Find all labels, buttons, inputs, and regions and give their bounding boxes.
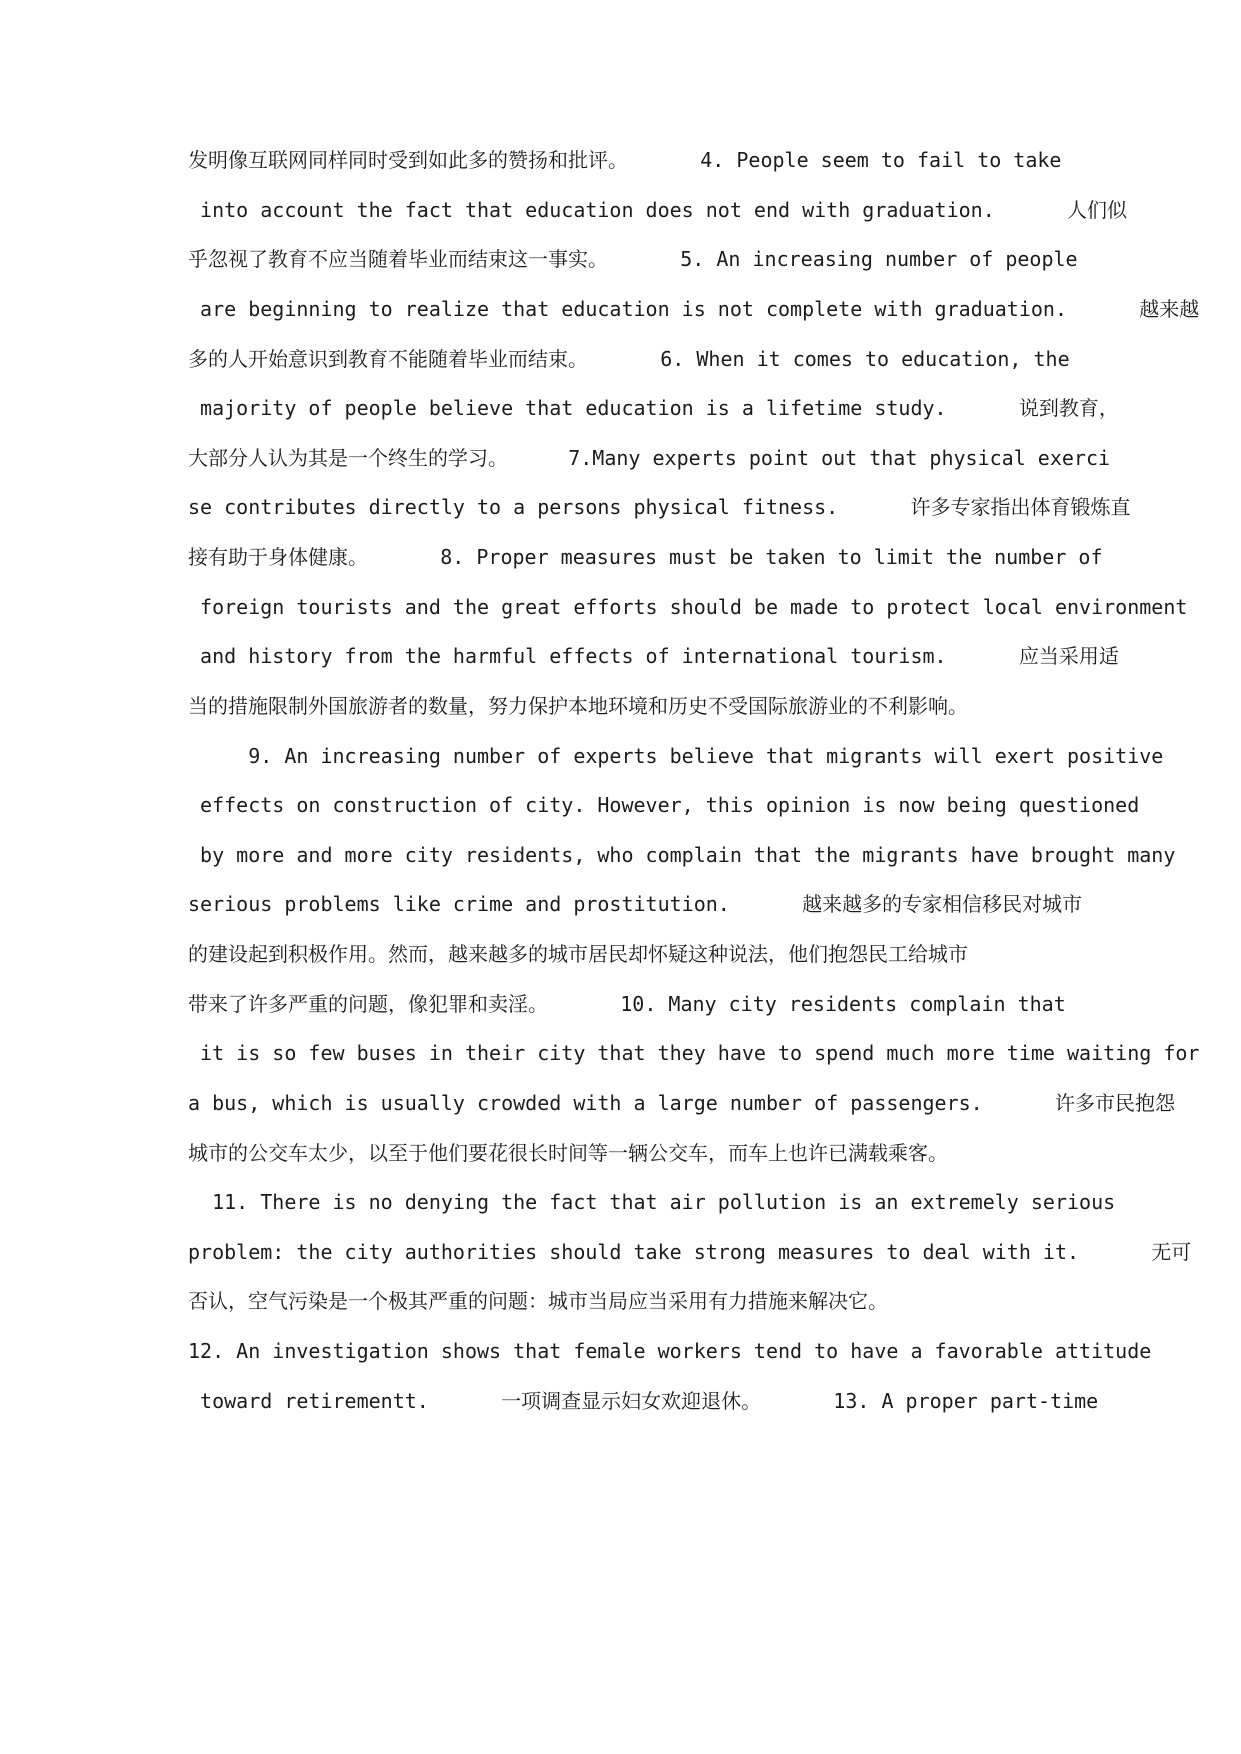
text-line: toward retirementt. 一项调查显示妇女欢迎退休。 13. A proper part-time	[188, 1389, 1099, 1413]
text-line: 11. There is no denying the fact that air pollution is an extremely serious	[188, 1190, 1116, 1214]
text-line: and history from the harmful effects of international tourism. 应当采用适	[188, 644, 1119, 668]
text-line: 多的人开始意识到教育不能随着毕业而结束。 6. When it comes to education, the	[188, 347, 1070, 371]
text-line: serious problems like crime and prostitution. 越来越多的专家相信移民对城市	[188, 892, 1083, 916]
text-line: problem: the city authorities should take strong measures to deal with it. 无可	[188, 1240, 1192, 1264]
text-line: 12. An investigation shows that female workers tend to have a favorable attitude	[188, 1339, 1152, 1363]
text-line: 当的措施限制外国旅游者的数量，努力保护本地环境和历史不受国际旅游业的不利影响。	[188, 694, 968, 718]
text-line: majority of people believe that education is a lifetime study. 说到教育，	[188, 396, 1119, 420]
text-line: into account the fact that education does not end with graduation. 人们似	[188, 198, 1127, 222]
text-line: 9. An increasing number of experts believe that migrants will exert positive	[188, 744, 1164, 768]
text-line: 乎忽视了教育不应当随着毕业而结束这一事实。 5. An increasing number of people	[188, 247, 1078, 271]
text-line: a bus, which is usually crowded with a large number of passengers. 许多市民抱怨	[188, 1091, 1175, 1115]
text-line: se contributes directly to a persons physical fitness. 许多专家指出体育锻炼直	[188, 495, 1131, 519]
text-line: 否认，空气污染是一个极其严重的问题：城市当局应当采用有力措施来解决它。	[188, 1289, 888, 1313]
text-line: it is so few buses in their city that they have to spend much more time waiting for	[188, 1041, 1200, 1065]
text-line: by more and more city residents, who complain that the migrants have brought many	[188, 843, 1176, 867]
text-line: foreign tourists and the great efforts should be made to protect local environment	[188, 595, 1188, 619]
text-line: 城市的公交车太少，以至于他们要花很长时间等一辆公交车，而车上也许已满载乘客。	[188, 1141, 948, 1165]
text-line: 接有助于身体健康。 8. Proper measures must be taken to limit the number of	[188, 545, 1103, 569]
text-line: are beginning to realize that education is not complete with graduation. 越来越	[188, 297, 1200, 321]
text-line: 带来了许多严重的问题，像犯罪和卖淫。 10. Many city residents complain that	[188, 992, 1066, 1016]
text-line: effects on construction of city. However, this opinion is now being questioned	[188, 793, 1140, 817]
text-line: 的建设起到积极作用。然而，越来越多的城市居民却怀疑这种说法，他们抱怨民工给城市	[188, 942, 968, 966]
text-line: 大部分人认为其是一个终生的学习。 7.Many experts point out that physical exerci	[188, 446, 1111, 470]
text-line: 发明像互联网同样同时受到如此多的赞扬和批评。 4. People seem to fail to take	[188, 148, 1062, 172]
